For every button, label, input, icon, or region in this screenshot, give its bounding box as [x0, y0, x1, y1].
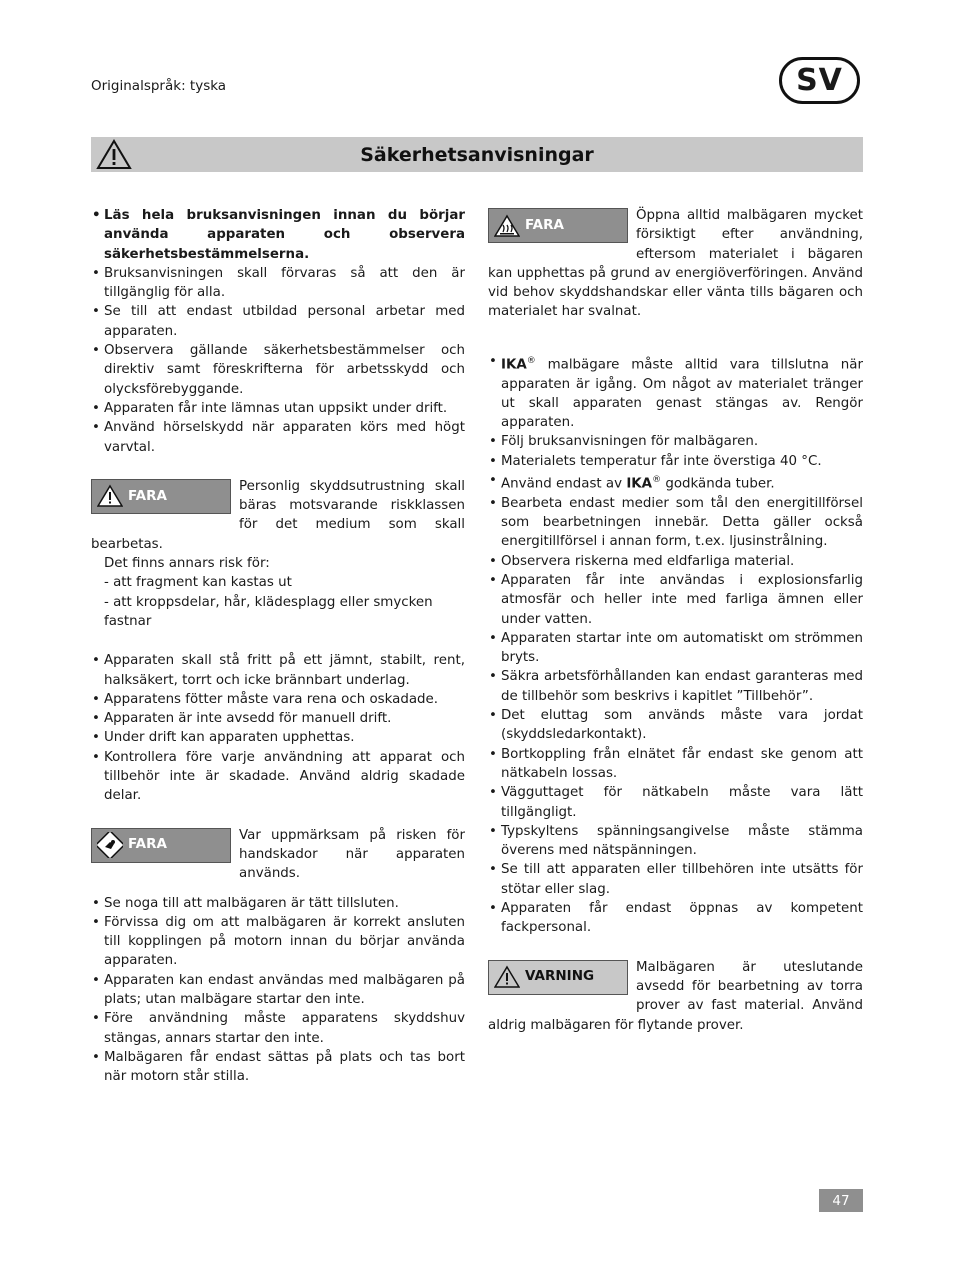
list-item: • Typskyltens spänningsangivelse måste stämma överens med nätspänningen.	[488, 822, 863, 861]
list-item-ika-grinding-chamber	[488, 352, 863, 433]
list-item-text: godkända tuber.	[661, 476, 775, 492]
list-item: • Det eluttag som används måste vara jordat (skyddsledarkontakt).	[488, 706, 863, 745]
list-item: • Under drift kan apparaten upphettas.	[91, 728, 465, 747]
list-item: • Förvissa dig om att malbägaren är korrekt ansluten till kopplingen på motorn innan du börjar använda apparaten.	[91, 913, 465, 971]
list-item: • Apparaten kan endast användas med malbägaren på plats; utan malbägare startar den inte.	[91, 971, 465, 1010]
hand-injury-icon	[92, 832, 128, 858]
page-number: 47	[819, 1189, 863, 1212]
page-title: Säkerhetsanvisningar	[360, 143, 594, 166]
list-item: • Bruksanvisningen skall förvaras så att den är tillgänglig för alla.	[91, 264, 465, 303]
list-item: • Bearbeta endast medier som tål den energitillförsel som bearbetningen innebär. Detta gäller också energitillförsel i annan form, t.ex. ljusinstrålning.	[488, 494, 863, 552]
danger-label	[488, 208, 628, 243]
list-item: • Använd hörselskydd när apparaten körs med högt varvtal.	[91, 418, 465, 457]
list-item-text: Använd endast av	[501, 476, 627, 492]
list-item: • Apparaten får inte lämnas utan uppsikt under drift.	[91, 399, 465, 418]
original-language-note: Originalspråk: tyska	[91, 78, 227, 94]
list-item: • Apparaten skall stå fritt på ett jämnt, stabilt, rent, halksäkert, torrt och icke brännbart underlag.	[91, 651, 465, 690]
danger-block-hot-surface	[488, 206, 863, 322]
warning-label	[488, 960, 628, 995]
danger-text: Öppna alltid malbägaren mycket försiktigt efter användning, eftersom materialet i bägaren kan upphettas på grund av energiöverföringen. Använd vid behov skyddshandskar eller vänta tills bägaren och materialet har svalnat.	[488, 208, 863, 320]
list-item: • Apparatens fötter måste vara rena och oskadade.	[91, 690, 465, 709]
right-column	[488, 206, 863, 1035]
danger-label	[91, 479, 231, 514]
list-item: • Se noga till att malbägaren är tätt tillsluten.	[91, 894, 465, 913]
warning-triangle-icon	[92, 484, 128, 508]
list-item: • Apparaten startar inte om automatiskt om strömmen bryts.	[488, 629, 863, 668]
danger-label-text: FARA	[128, 836, 167, 853]
hot-surface-icon	[489, 214, 525, 238]
list-item: • Före användning måste apparatens skyddshuv stängas, annars startar den inte.	[91, 1009, 465, 1048]
list-item: • Apparaten får endast öppnas av kompetent fackpersonal.	[488, 899, 863, 938]
registered-mark: ®	[652, 475, 662, 486]
risk-item: - att kroppsdelar, hår, klädesplagg eller smycken fastnar	[104, 594, 433, 629]
list-item: • Kontrollera före varje användning att apparat och tillbehör inte är skadade. Använd aldrig skadade delar.	[91, 748, 465, 806]
risk-lead: Det finns annars risk för:	[104, 556, 270, 572]
list-item: • Se till att apparaten eller tillbehören inte utsätts för stötar eller slag.	[488, 860, 863, 899]
brand-name: IKA	[626, 476, 653, 492]
risk-item: - att fragment kan kastas ut	[104, 575, 292, 591]
list-item: • Bortkoppling från elnätet får endast ske genom att nätkabeln lossas.	[488, 745, 863, 784]
warning-triangle-icon	[96, 139, 132, 174]
list-item: • Apparaten är inte avsedd för manuell drift.	[91, 709, 465, 728]
danger-block-protective-equipment	[91, 477, 465, 554]
list-item: • Se till att endast utbildad personal arbetar med apparaten.	[91, 302, 465, 341]
section-title-bar	[91, 137, 863, 172]
warning-block-dry-samples	[488, 958, 863, 1035]
list-item: • Vägguttaget för nätkabeln måste vara lätt tillgängligt.	[488, 783, 863, 822]
warning-text: Malbägaren är uteslutande avsedd för bearbetning av torra prover av fast material. Använd aldrig malbägaren för flytande prover.	[488, 959, 863, 1033]
warning-triangle-icon	[489, 965, 525, 989]
list-item: • Malbägaren får endast sättas på plats och tas bort när motorn står stilla.	[91, 1048, 465, 1087]
danger-block-hand-injury	[91, 826, 465, 884]
danger-label	[91, 828, 231, 863]
language-badge: SV	[779, 57, 860, 104]
warning-label-text: VARNING	[525, 968, 595, 985]
list-item: • Säkra arbetsförhållanden kan endast garanteras med de tillbehör som beskrivs i kapitlet ”Tillbehör”.	[488, 667, 863, 706]
list-item: • Apparaten får inte användas i explosionsfarlig atmosfär och heller inte med farliga ämnen eller under vatten.	[488, 571, 863, 629]
list-item-approved-tubes	[488, 471, 863, 494]
registered-mark: ®	[526, 355, 536, 366]
intro-instruction: • Läs hela bruksanvisningen innan du börjar använda apparaten och observera säkerhetsbestämmelserna.	[91, 206, 465, 264]
list-item: • Följ bruksanvisningen för malbägaren.	[488, 432, 863, 451]
brand-name: IKA	[501, 357, 527, 373]
list-item: • Observera gällande säkerhetsbestämmelser och direktiv samt föreskrifterna för arbetsskydd och olycksförebyggande.	[91, 341, 465, 399]
left-column	[91, 206, 465, 1086]
list-item: • Materialets temperatur får inte överstiga 40 °C.	[488, 452, 863, 471]
danger-text: Personlig skyddsutrustning skall bäras motsvarande riskklassen för det medium som skall bearbetas.	[91, 478, 465, 552]
list-item: • Observera riskerna med eldfarliga material.	[488, 552, 863, 571]
danger-text: Var uppmärksam på risken för handskador när apparaten används.	[239, 827, 465, 882]
list-item-text: malbägare måste alltid vara tillslutna när apparaten är igång. Om något av materialet tränger ut skall apparaten genast stängas av. Rengör apparaten.	[501, 357, 863, 431]
danger-label-text: FARA	[525, 216, 564, 233]
danger-label-text: FARA	[128, 487, 167, 504]
